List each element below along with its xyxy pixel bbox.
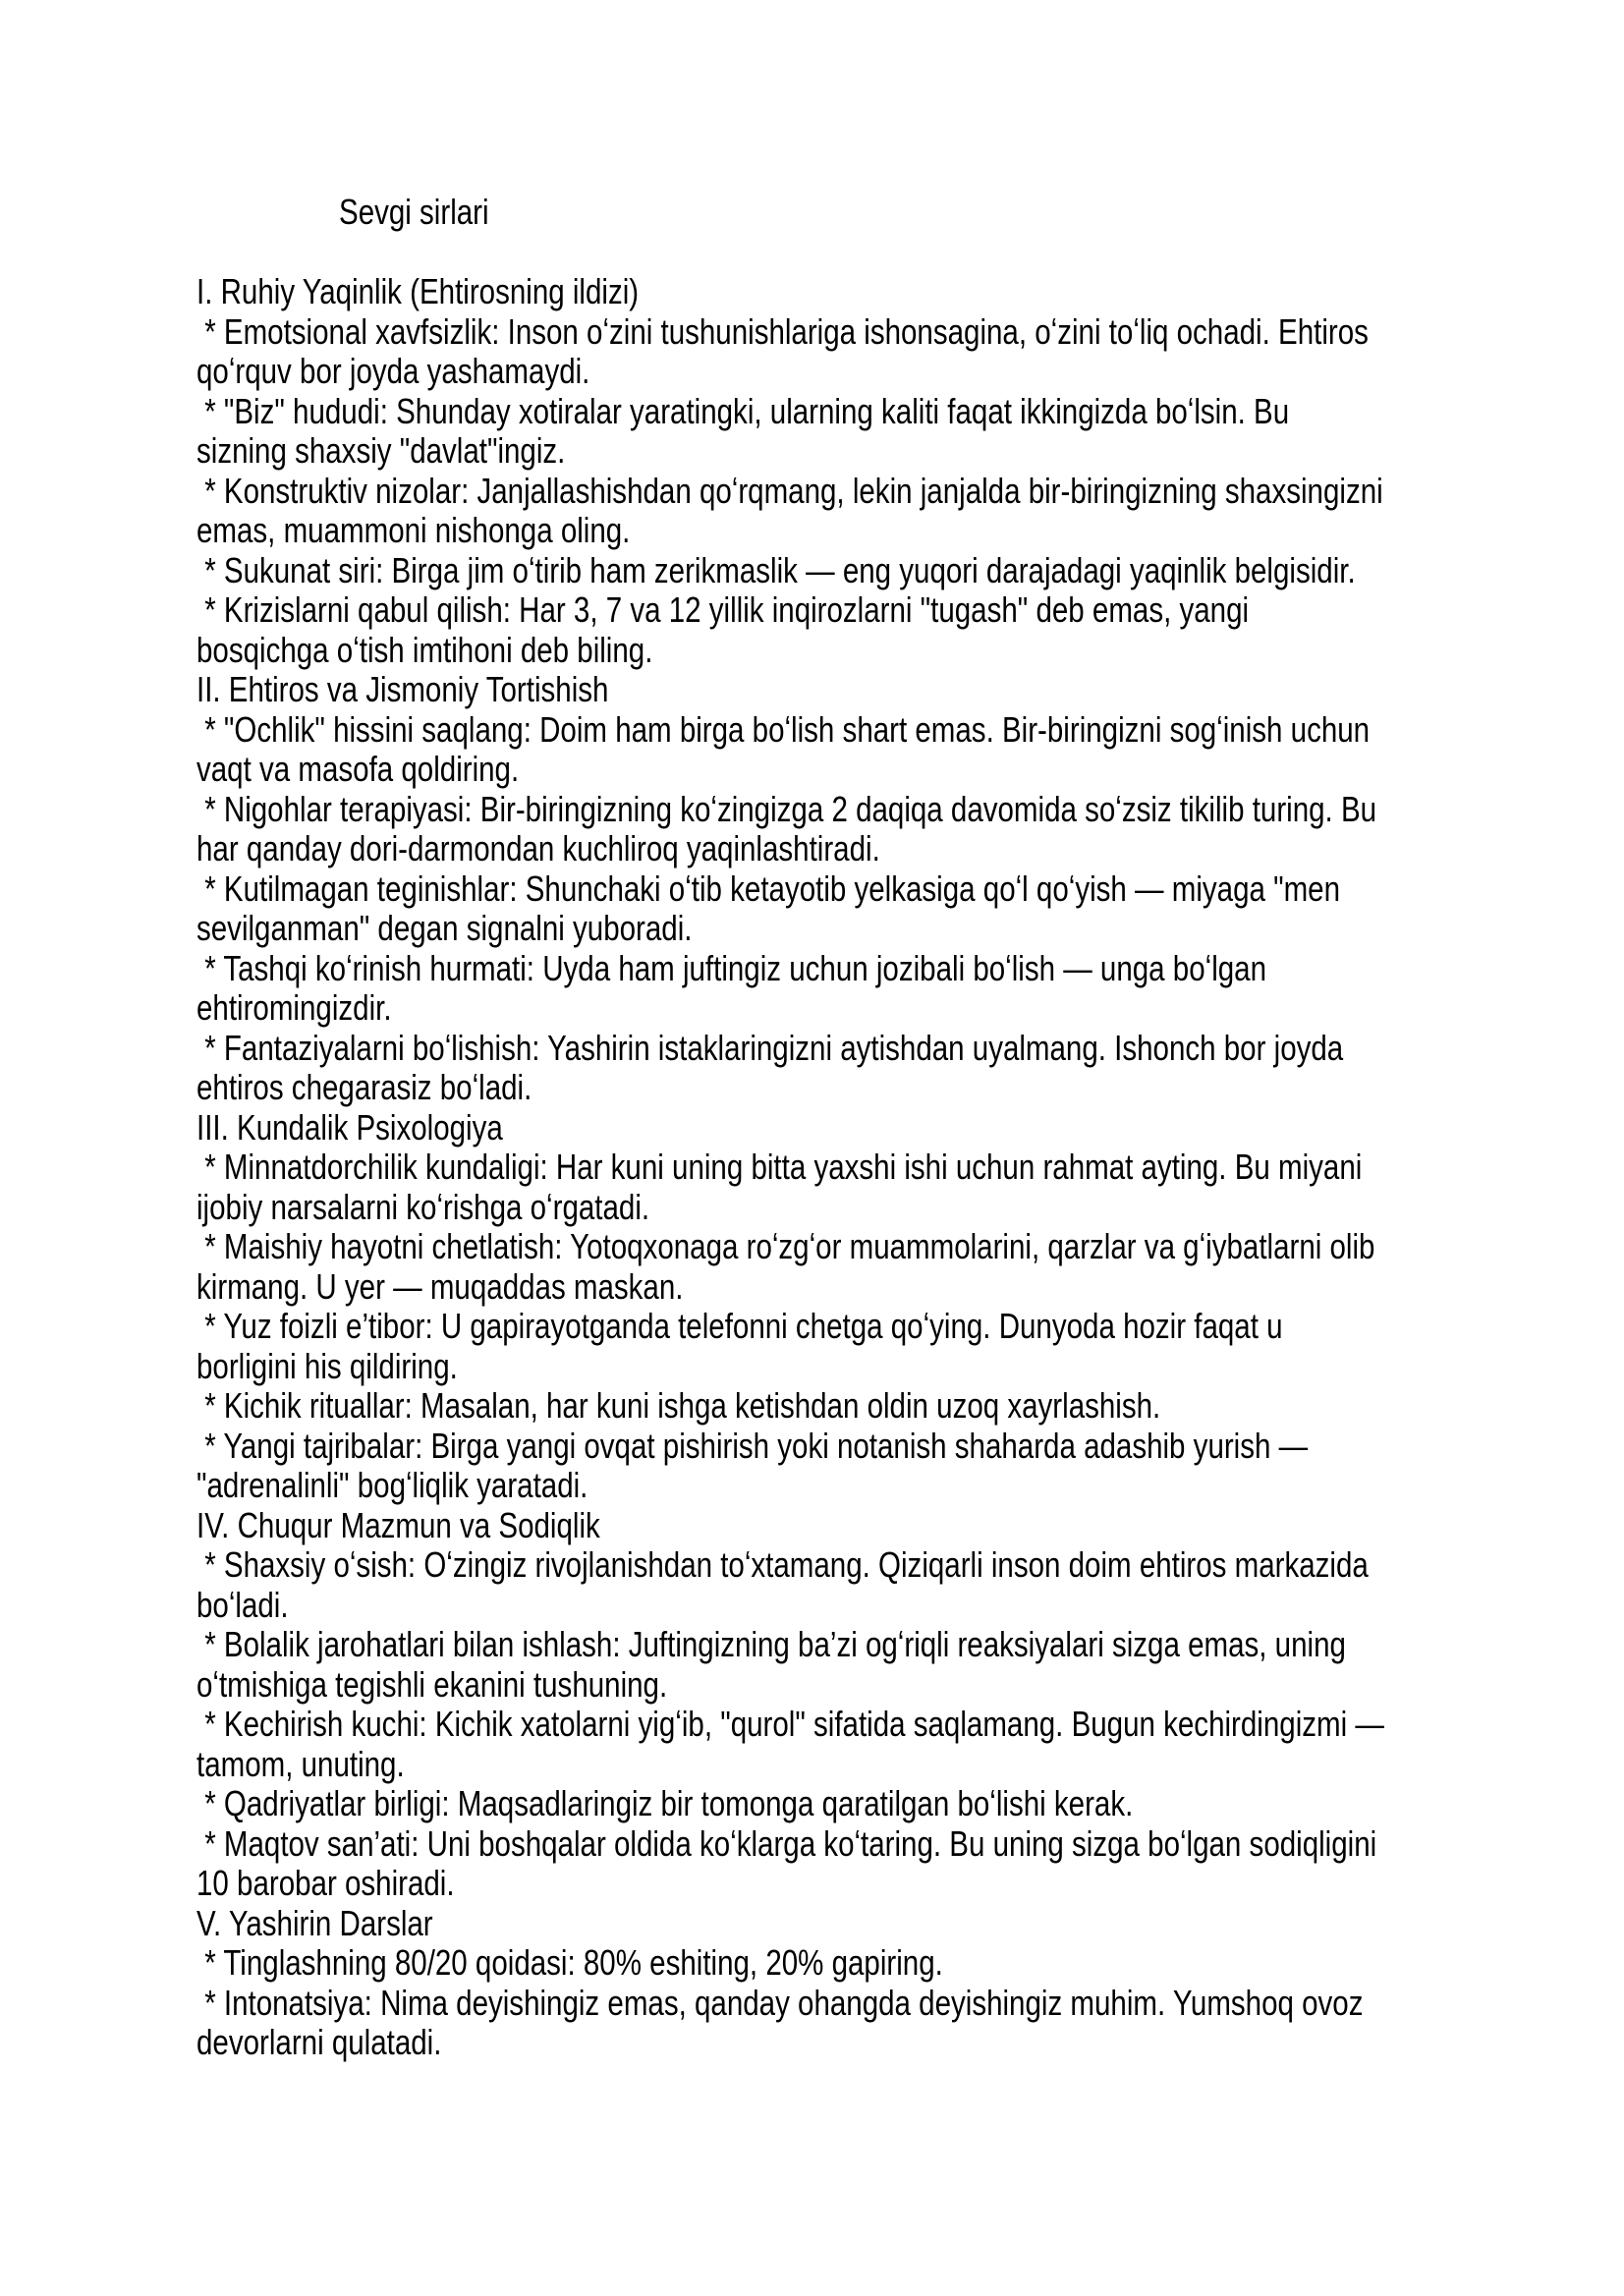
bullet-continuation-line: 10 barobar oshiradi.	[196, 1863, 455, 1903]
bullet-continuation-line: ehtiros chegarasiz boʻladi.	[196, 1067, 532, 1107]
bullet-line: * Yuz foizli e’tibor: U gapirayotganda telefonni chetga qoʻying. Dunyoda hozir faqat u	[196, 1306, 1283, 1346]
bullet-line: * Konstruktiv nizolar: Janjallashishdan qoʻrqmang, lekin janjalda bir-biringizning shaxsingizni	[196, 470, 1383, 511]
bullet-continuation-line: tamom, unuting.	[196, 1743, 405, 1784]
bullet-line: * Nigohlar terapiyasi: Bir-biringizning koʻzingizga 2 daqiqa davomida soʻzsiz tikilib turing. Bu	[196, 788, 1377, 829]
bullet-continuation-line: borligini his qildiring.	[196, 1345, 458, 1386]
bullet-line: * Tashqi koʻrinish hurmati: Uyda ham juftingiz uchun jozibali boʻlish — unga boʻlgan	[196, 947, 1267, 988]
bullet-continuation-line: ehtiromingizdir.	[196, 987, 392, 1028]
section-heading: V. Yashirin Darslar	[196, 1902, 433, 1943]
bullet-continuation-line: har qanday dori-darmondan kuchliroq yaqinlashtiradi.	[196, 828, 880, 868]
bullet-line: * Minnatdorchilik kundaligi: Har kuni uning bitta yaxshi ishi uchun rahmat ayting. Bu miyani	[196, 1147, 1363, 1187]
document-title-text: Sevgi sirlari	[339, 192, 489, 232]
bullet-line: * Kichik rituallar: Masalan, har kuni ishga ketishdan oldin uzoq xayrlashish.	[196, 1385, 1161, 1426]
blank-line	[196, 233, 1585, 273]
document-title	[196, 193, 1585, 233]
bullet-line: * Sukunat siri: Birga jim oʻtirib ham zerikmaslik — eng yuqori darajadagi yaqinlik belgisidir.	[196, 549, 1356, 590]
section-heading: III. Kundalik Psixologiya	[196, 1106, 503, 1148]
bullet-line: * Kechirish kuchi: Kichik xatolarni yigʻib, "qurol" sifatida saqlamang. Bugun kechirdingizmi —	[196, 1704, 1384, 1744]
bullet-continuation-line: emas, muammoni nishonga oling.	[196, 510, 631, 550]
document-lines	[196, 272, 1585, 2063]
bullet-line: * Emotsional xavfsizlik: Inson oʻzini tushunishlariga ishonsagina, oʻzini toʻliq ochadi. Ehtiros	[196, 310, 1369, 352]
bullet-continuation-line: oʻtmishiga tegishli ekanini tushuning.	[196, 1663, 668, 1705]
bullet-line: * Krizislarni qabul qilish: Har 3, 7 va 12 yillik inqirozlarni "tugash" deb emas, yangi	[196, 589, 1250, 630]
bullet-continuation-line: ijobiy narsalarni koʻrishga oʻrgatadi.	[196, 1186, 650, 1227]
bullet-line: * Intonatsiya: Nima deyishingiz emas, qanday ohangda deyishingiz muhim. Yumshoq ovoz	[196, 1982, 1364, 2023]
bullet-continuation-line: kirmang. U yer — muqaddas maskan.	[196, 1265, 684, 1307]
bullet-line: * Qadriyatlar birligi: Maqsadlaringiz bir tomonga qaratilgan boʻlishi kerak.	[196, 1783, 1134, 1823]
bullet-continuation-line: bosqichga oʻtish imtihoni deb biling.	[196, 629, 653, 670]
bullet-line: * "Biz" hududi: Shunday xotiralar yaratingki, ularning kaliti faqat ikkingizda boʻlsin. Bu	[196, 390, 1290, 431]
bullet-line: * Shaxsiy oʻsish: Oʻzingiz rivojlanishdan toʻxtamang. Qiziqarli inson doim ehtiros markazida	[196, 1544, 1369, 1585]
section-heading: I. Ruhiy Yaqinlik (Ehtirosning ildizi)	[196, 271, 640, 311]
bullet-continuation-line: "adrenalinli" bogʻliqlik yaratadi.	[196, 1465, 588, 1505]
bullet-continuation-line: vaqt va masofa qoldiring.	[196, 749, 520, 789]
section-heading: IV. Chuqur Mazmun va Sodiqlik	[196, 1504, 600, 1545]
bullet-line: * Kutilmagan teginishlar: Shunchaki oʻtib ketayotib yelkasiga qoʻl qoʻyish — miyaga "men	[196, 868, 1341, 909]
bullet-line: * Fantaziyalarni boʻlishish: Yashirin istaklaringizni aytishdan uyalmang. Ishonch bor joyda	[196, 1027, 1344, 1068]
bullet-line: * Yangi tajribalar: Birga yangi ovqat pishirish yoki notanish shaharda adashib yurish —	[196, 1425, 1309, 1466]
bullet-line: * Tinglashning 80/20 qoidasi: 80% eshiting, 20% gapiring.	[196, 1942, 943, 1983]
bullet-line: * Maqtov san’ati: Uni boshqalar oldida koʻklarga koʻtaring. Bu uning sizga boʻlgan sodiqligini	[196, 1822, 1377, 1864]
bullet-continuation-line: devorlarni qulatadi.	[196, 2022, 442, 2062]
bullet-continuation-line: qoʻrquv bor joyda yashamaydi.	[196, 351, 590, 391]
section-heading: II. Ehtiros va Jismoniy Tortishish	[196, 669, 609, 709]
bullet-continuation-line: sizning shaxsiy "davlat"ingiz.	[196, 430, 566, 471]
bullet-continuation-line: sevilganman" degan signalni yuboradi.	[196, 908, 693, 948]
bullet-line: * "Ochlik" hissini saqlang: Doim ham birga boʻlish shart emas. Bir-biringizni sogʻinish uchun	[196, 708, 1371, 750]
bullet-line: * Maishiy hayotni chetlatish: Yotoqxonaga roʻzgʻor muammolarini, qarzlar va gʻiybatlarni olib	[196, 1226, 1375, 1266]
bullet-continuation-line: boʻladi.	[196, 1584, 289, 1625]
bullet-line: * Bolalik jarohatlari bilan ishlash: Juftingizning ba’zi ogʻriqli reaksiyalari sizga emas, uning	[196, 1624, 1346, 1664]
